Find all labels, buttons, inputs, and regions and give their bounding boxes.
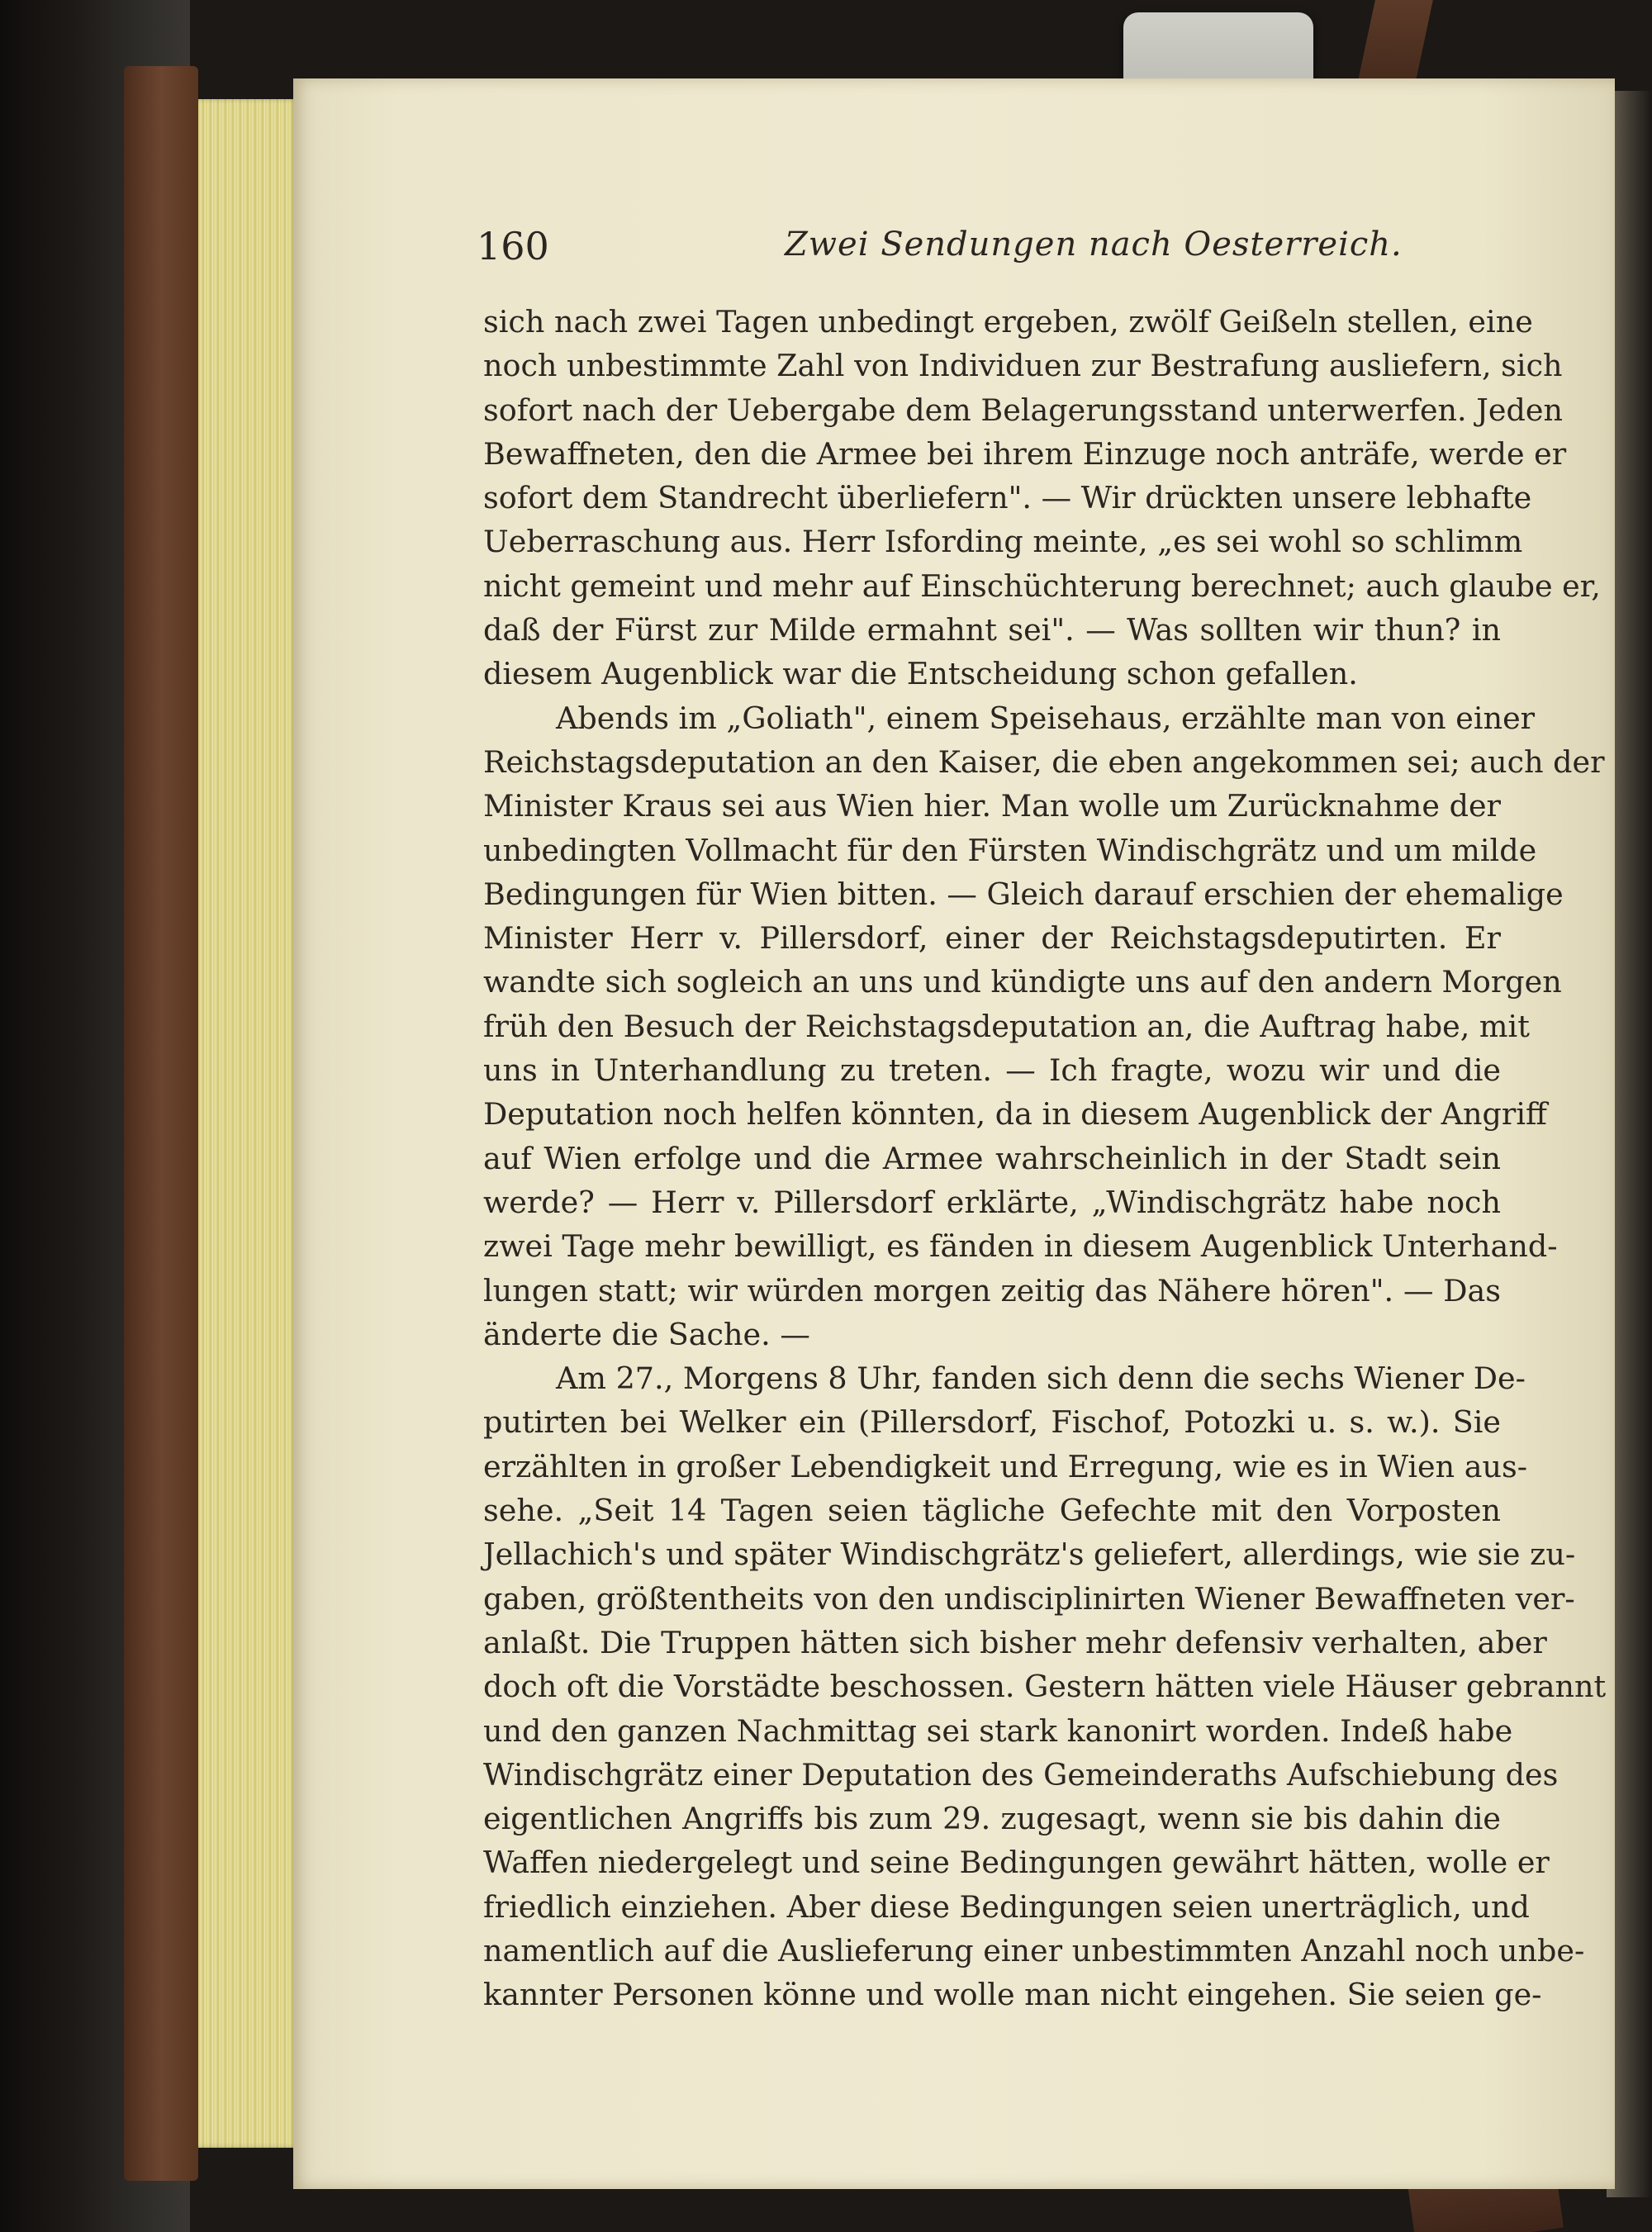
body-text: [483, 300, 1607, 2017]
text-line: Ueberraschung aus. Herr Isfording meinte, „es sei wohl so schlimm: [483, 524, 1523, 560]
text-line: früh den Besuch der Reichstagsdeputation an, die Auftrag habe, mit: [483, 1008, 1530, 1044]
text-line: Abends im „Goliath", einem Speisehaus, erzählte man von einer: [556, 700, 1536, 736]
text-line: doch oft die Vorstädte beschossen. Gestern hätten viele Häuser gebrannt: [483, 1669, 1607, 1705]
text-line: anlaßt. Die Truppen hätten sich bisher mehr defensiv verhalten, aber: [483, 1624, 1547, 1660]
text-line: nicht gemeint und mehr auf Einschüchterung berechnet; auch glaube er,: [483, 567, 1601, 604]
book-spine-leather: [124, 66, 198, 2181]
text-line: Waffen niedergelegt und seine Bedingungen gewährt hätten, wolle er: [483, 1845, 1550, 1881]
text-line: erzählten in großer Lebendigkeit und Erregung, wie es in Wien aus-: [483, 1448, 1528, 1484]
page-number: 160: [477, 224, 549, 268]
text-line: änderte die Sache. —: [483, 1316, 810, 1352]
text-line: putirten bei Welker ein (Pillersdorf, Fischof, Potozki u. s. w.). Sie: [483, 1404, 1501, 1441]
page-header: [477, 219, 1501, 277]
text-line: sofort dem Standrecht überliefern". — Wir drückten unsere lebhafte: [483, 480, 1532, 516]
text-line: werde? — Herr v. Pillersdorf erklärte, „Windischgrätz habe noch: [483, 1184, 1501, 1220]
text-line: namentlich auf die Auslieferung einer unbestimmten Anzahl noch unbe-: [483, 1932, 1585, 1968]
text-line: sofort nach der Uebergabe dem Belagerungsstand unterwerfen. Jeden: [483, 392, 1563, 428]
text-line: kannter Personen könne und wolle man nicht eingehen. Sie seien ge-: [483, 1977, 1542, 2013]
book-page: [293, 78, 1615, 2189]
text-line: Reichstagsdeputation an den Kaiser, die eben angekommen sei; auch der: [483, 743, 1605, 780]
text-line: Deputation noch helfen könnten, da in diesem Augenblick der Angriff: [483, 1096, 1547, 1133]
page-edges: [198, 99, 297, 2148]
text-line: eigentlichen Angriffs bis zum 29. zugesagt, wenn sie bis dahin die: [483, 1801, 1501, 1837]
text-line: unbedingten Vollmacht für den Fürsten Windischgrätz und um milde: [483, 832, 1537, 868]
text-line: Bewaffneten, den die Armee bei ihrem Einzuge noch anträfe, werde er: [483, 435, 1567, 472]
text-line: friedlich einziehen. Aber diese Bedingungen seien unerträglich, und: [483, 1888, 1530, 1925]
text-line: Am 27., Morgens 8 Uhr, fanden sich denn die sechs Wiener De-: [556, 1361, 1526, 1397]
text-line: lungen statt; wir würden morgen zeitig das Nähere hören". — Das: [483, 1272, 1501, 1308]
text-line: zwei Tage mehr bewilligt, es fänden in diesem Augenblick Unterhand-: [483, 1228, 1558, 1265]
text-line: Jellachich's und später Windischgrätz's geliefert, allerdings, wie sie zu-: [483, 1536, 1576, 1573]
text-line: uns in Unterhandlung zu treten. — Ich fragte, wozu wir und die: [483, 1052, 1501, 1089]
text-line: diesem Augenblick war die Entscheidung schon gefallen.: [483, 656, 1358, 692]
text-line: Bedingungen für Wien bitten. — Gleich darauf erschien der ehemalige: [483, 876, 1564, 912]
text-line: gaben, größtentheits von den undisciplinirten Wiener Bewaffneten ver-: [483, 1580, 1575, 1617]
text-line: Windischgrätz einer Deputation des Gemeinderaths Aufschiebung des: [483, 1756, 1559, 1793]
text-line: sehe. „Seit 14 Tagen seien tägliche Gefechte mit den Vorposten: [483, 1493, 1501, 1529]
text-line: daß der Fürst zur Milde ermahnt sei". — Was sollten wir thun? in: [483, 612, 1501, 648]
text-line: Minister Herr v. Pillersdorf, einer der Reichstagsdeputirten. Er: [483, 920, 1501, 957]
text-line: und den ganzen Nachmittag sei stark kanonirt worden. Indeß habe: [483, 1712, 1513, 1749]
text-line: Minister Kraus sei aus Wien hier. Man wolle um Zurücknahme der: [483, 788, 1501, 824]
running-title: Zwei Sendungen nach Oesterreich.: [785, 226, 1403, 264]
text-line: sich nach zwei Tagen unbedingt ergeben, zwölf Geißeln stellen, eine: [483, 304, 1533, 340]
text-line: auf Wien erfolge und die Armee wahrscheinlich in der Stadt sein: [483, 1140, 1501, 1176]
text-line: noch unbestimmte Zahl von Individuen zur Bestrafung ausliefern, sich: [483, 348, 1563, 384]
text-line: wandte sich sogleich an uns und kündigte uns auf den andern Morgen: [483, 964, 1562, 1000]
